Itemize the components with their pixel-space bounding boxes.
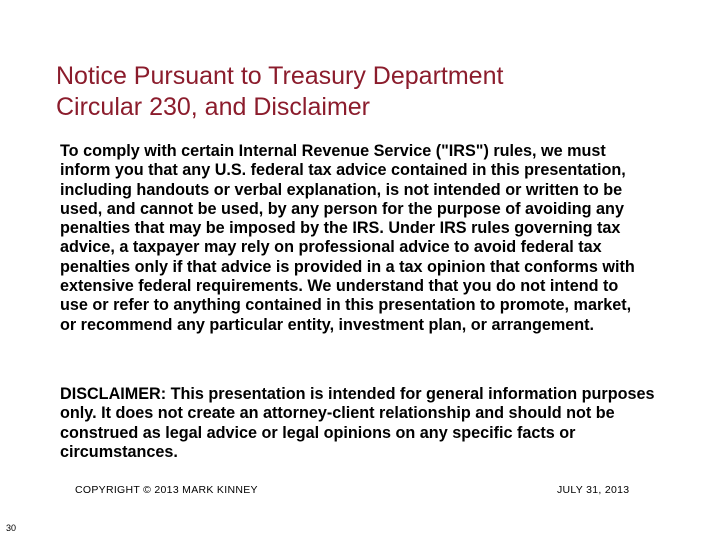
- footer-copyright: COPYRIGHT © 2013 MARK KINNEY: [75, 484, 258, 496]
- page-number: 30: [6, 523, 17, 533]
- disclaimer-text: DISCLAIMER: This presentation is intended for general information purposes only. It does not create an attorney-client relationship and should not be construed as legal advice or legal opinions on any specific facts or circumstances.: [60, 385, 655, 461]
- circular-230-notice: To comply with certain Internal Revenue Service ("IRS") rules, we must inform you that any U.S. federal tax advice contained in this presentation, including handouts or verbal explanation, is not intended or written to be used, and cannot be used, by any person for the purpose of avoiding any penalties that may be imposed by the IRS. Under IRS rules governing tax advice, a taxpayer may rely on professional advice to avoid federal tax penalties only if that advice is provided in a tax opinion that conforms with extensive federal requirements. We understand that you do not intend to use or refer to anything contained in this presentation to promote, market, or recommend any particular entity, investment plan, or arrangement.: [60, 142, 635, 334]
- slide-title: Notice Pursuant to Treasury Department Circular 230, and Disclaimer: [56, 62, 504, 121]
- footer-date: JULY 31, 2013: [557, 484, 630, 496]
